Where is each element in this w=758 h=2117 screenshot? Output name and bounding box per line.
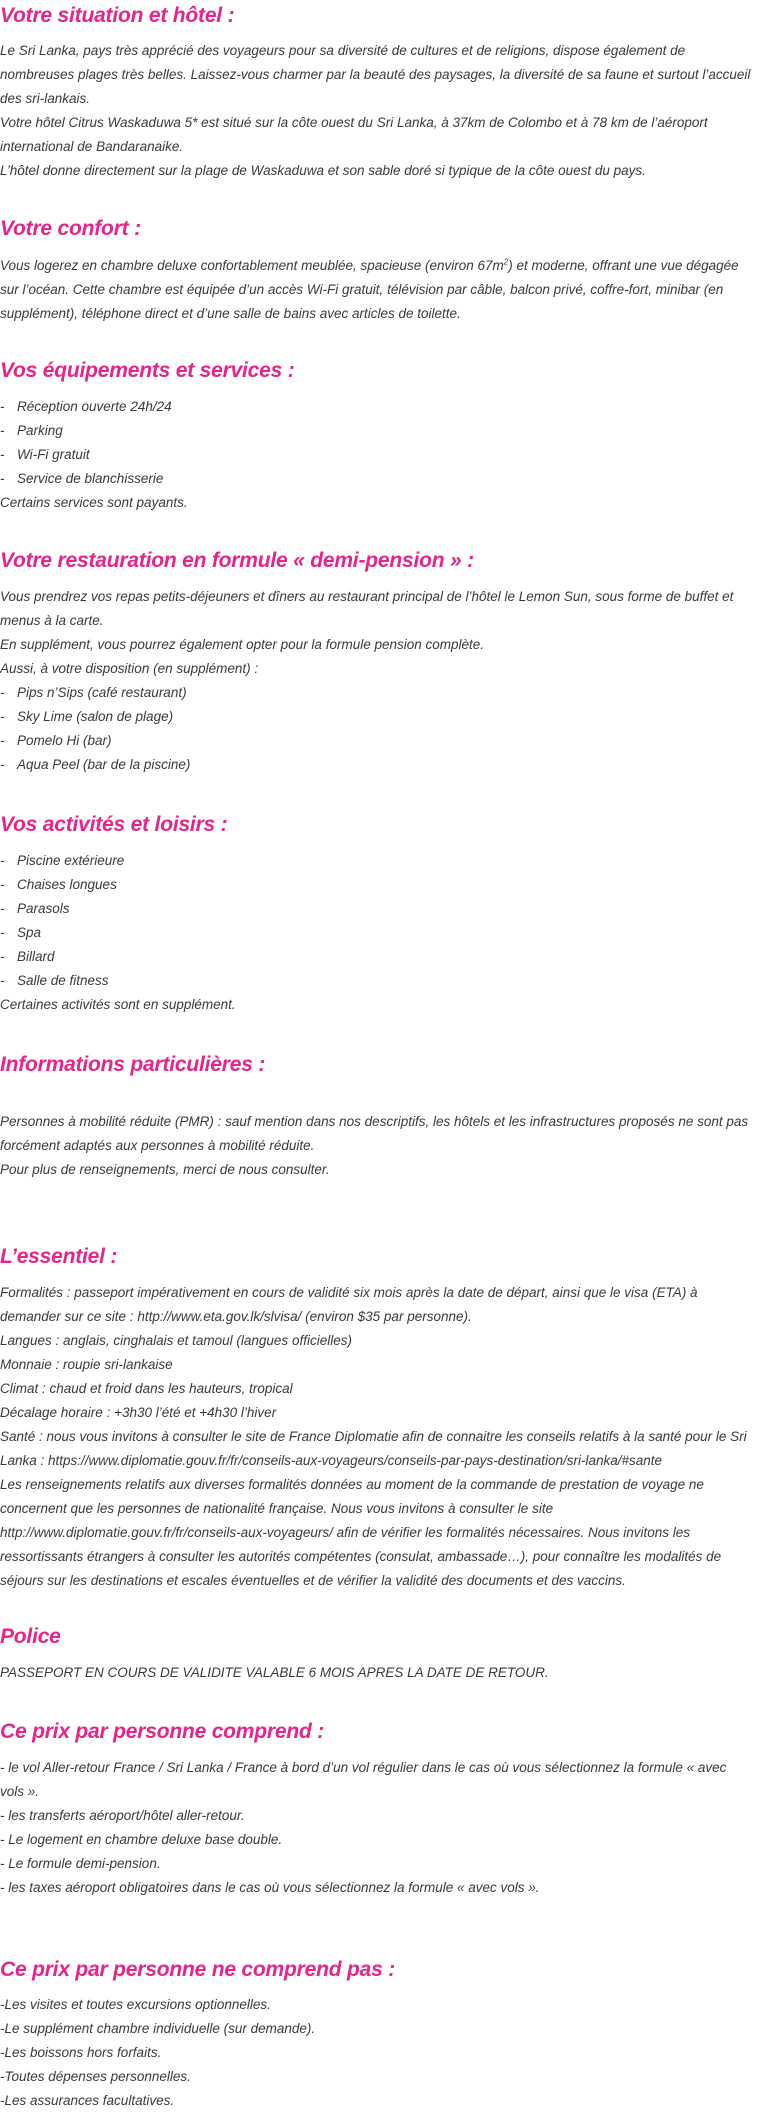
paragraph: - Le logement en chambre deluxe base double. xyxy=(0,1832,283,1847)
paragraph: Pour plus de renseignements, merci de nous consulter. xyxy=(0,1162,330,1177)
paragraph: - Le formule demi-pension. xyxy=(0,1856,161,1871)
section-ne-comprend xyxy=(0,1955,752,2113)
note: Certains services sont payants. xyxy=(0,495,188,510)
section-equipements xyxy=(0,356,752,515)
section-title: Vos activités et loisirs : xyxy=(0,813,228,836)
paragraph: Décalage horaire : +3h30 l’été et +4h30 l’hiver xyxy=(0,1405,277,1420)
list-item: - Pips n’Sips (café restaurant) xyxy=(0,685,187,700)
section-police xyxy=(0,1622,752,1685)
list-item: - Chaises longues xyxy=(0,877,117,892)
paragraph: Aussi, à votre disposition (en supplément) : xyxy=(0,661,259,676)
section-title: L’essentiel : xyxy=(0,1245,118,1268)
paragraph: -Toutes dépenses personnelles. xyxy=(0,2069,191,2084)
section-situation xyxy=(0,1,752,183)
paragraph: - les transferts aéroport/hôtel aller-retour. xyxy=(0,1808,245,1823)
section-title: Police xyxy=(0,1625,61,1648)
paragraph xyxy=(0,254,752,326)
text: ) et moderne, offrant une vue dégagée sur l’océan. Cette chambre est équipée d’un accès Wi-Fi gratuit, télévision par câble, balcon privé, coffre-fort, minibar (en supplément), téléphone direct et d’une salle de bains avec articles de toilette. xyxy=(0,258,739,321)
section-comprend xyxy=(0,1717,752,1900)
section-title: Votre situation et hôtel : xyxy=(0,4,235,27)
note: Certaines activités sont en supplément. xyxy=(0,997,236,1012)
section-essentiel xyxy=(0,1242,752,1593)
list-item: - Sky Lime (salon de plage) xyxy=(0,709,174,724)
paragraph: -Les visites et toutes excursions optionnelles. xyxy=(0,1997,271,2012)
list-item: - Piscine extérieure xyxy=(0,853,125,868)
paragraph: -Les assurances facultatives. xyxy=(0,2093,175,2108)
paragraph: Monnaie : roupie sri-lankaise xyxy=(0,1357,173,1372)
paragraph: PASSEPORT EN COURS DE VALIDITE VALABLE 6 MOIS APRES LA DATE DE RETOUR. xyxy=(0,1665,549,1680)
section-title: Informations particulières : xyxy=(0,1053,266,1076)
list-item: - Aqua Peel (bar de la piscine) xyxy=(0,757,191,772)
section-activites xyxy=(0,810,752,1017)
section-title: Votre confort : xyxy=(0,217,141,240)
list-item: - Service de blanchisserie xyxy=(0,471,164,486)
section-confort xyxy=(0,214,752,326)
paragraph: Formalités : passeport impérativement en cours de validité six mois après la date de départ, ainsi que le visa (ETA) à demander sur ce site : http://www.eta.gov.lk/slvisa/ (environ $35 par personne). xyxy=(0,1285,698,1324)
section-restauration xyxy=(0,546,752,777)
paragraph: Personnes à mobilité réduite (PMR) : sauf mention dans nos descriptifs, les hôtels et les infrastructures proposés ne sont pas forcément adaptés aux personnes à mobilité réduite. xyxy=(0,1114,749,1153)
paragraph: Vous prendrez vos repas petits-déjeuners et dîners au restaurant principal de l’hôtel le Lemon Sun, sous forme de buffet et menus à la carte. xyxy=(0,589,734,628)
paragraph: L’hôtel donne directement sur la plage de Waskaduwa et son sable doré si typique de la côte ouest du pays. xyxy=(0,163,646,178)
superscript: 2 xyxy=(503,257,509,267)
list-item: - Spa xyxy=(0,925,42,940)
section-informations xyxy=(0,1050,752,1182)
paragraph: - les taxes aéroport obligatoires dans le cas où vous sélectionnez la formule « avec vols ». xyxy=(0,1880,540,1895)
list-item: - Billard xyxy=(0,949,55,964)
paragraph: Votre hôtel Citrus Waskaduwa 5* est situé sur la côte ouest du Sri Lanka, à 37km de Colombo et à 78 km de l’aéroport international de Bandaranaike. xyxy=(0,115,708,154)
section-title: Vos équipements et services : xyxy=(0,359,295,382)
text: Vous logerez en chambre deluxe confortablement meublée, spacieuse (environ 67m xyxy=(0,258,504,273)
list-item: - Pomelo Hi (bar) xyxy=(0,733,112,748)
section-title: Ce prix par personne comprend : xyxy=(0,1720,325,1743)
paragraph: -Le supplément chambre individuelle (sur demande). xyxy=(0,2021,316,2036)
list-item: - Parasols xyxy=(0,901,70,916)
paragraph: Les renseignements relatifs aux diverses formalités données au moment de la commande de prestation de voyage ne concernent que les personnes de nationalité française. Nous vous invitons à consulter le site http://www.diplomatie.gouv.fr/fr/conseils-aux-voyageurs/ afin de vérifier les formalités nécessaires. Nous invitons les ressortissants étrangers à consulter les autorités compétentes (consulat, ambassade…), pour connaître les modalités de séjours sur les destinations et escales éventuelles et de vérifier la validité des documents et des vaccins. xyxy=(0,1477,722,1588)
list-item: - Wi-Fi gratuit xyxy=(0,447,90,462)
paragraph: - le vol Aller-retour France / Sri Lanka / France à bord d’un vol régulier dans le cas où vous sélectionnez la formule « avec vols ». xyxy=(0,1760,727,1799)
paragraph: Santé : nous vous invitons à consulter le site de France Diplomatie afin de connaitre les conseils relatifs à la santé pour le Sri Lanka : https://www.diplomatie.gouv.fr/fr/conseils-aux-voyageurs/conseils-par-pays-destination/sri-lanka/#sante xyxy=(0,1429,747,1468)
paragraph: Climat : chaud et froid dans les hauteurs, tropical xyxy=(0,1381,293,1396)
paragraph: -Les boissons hors forfaits. xyxy=(0,2045,162,2060)
section-title: Votre restauration en formule « demi-pension » : xyxy=(0,549,474,572)
paragraph: Le Sri Lanka, pays très apprécié des voyageurs pour sa diversité de cultures et de religions, dispose également de nombreuses plages très belles. Laissez-vous charmer par la beauté des paysages, la diversité de sa faune et surtout l’accueil des sri-lankais. xyxy=(0,43,751,106)
list-item: - Parking xyxy=(0,423,63,438)
list-item: - Réception ouverte 24h/24 xyxy=(0,399,172,414)
paragraph: Langues : anglais, cinghalais et tamoul (langues officielles) xyxy=(0,1333,352,1348)
section-title: Ce prix par personne ne comprend pas : xyxy=(0,1958,395,1981)
list-item: - Salle de fitness xyxy=(0,973,109,988)
paragraph: En supplément, vous pourrez également opter pour la formule pension complète. xyxy=(0,637,485,652)
